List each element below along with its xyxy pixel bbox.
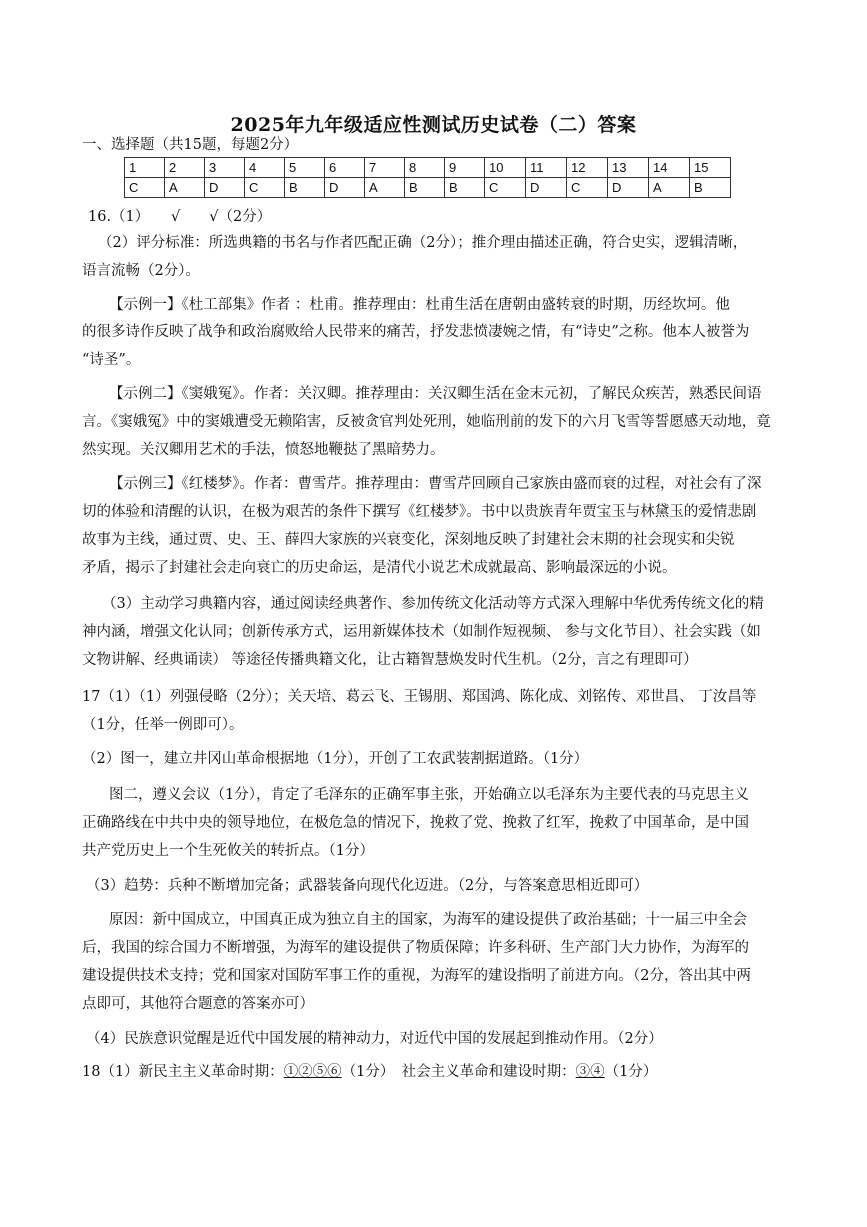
answer-cell: D — [526, 178, 567, 198]
q17-part2: （2）图一，建立井冈山革命根据地（1分），开创了工农武装割据道路。（1分） — [82, 751, 589, 767]
section1-heading: 一、选择题（共15题，每题2分） — [82, 137, 299, 153]
example1-line3: “诗圣”。 — [82, 352, 141, 368]
question-number: 5 — [285, 158, 325, 178]
question-number: 3 — [205, 158, 245, 178]
q16-part1: 16.（1） √ √（2分） — [88, 209, 272, 225]
q18-label-period2: （1分） 社会主义革命和建设时期： — [341, 1064, 576, 1080]
q18-answer-period1: ①②⑤⑥ — [283, 1064, 342, 1080]
answer-cell: B — [690, 178, 731, 198]
q17-part2b-line1: 图二，遵义会议（1分），肯定了毛泽东的正确军事主张，开始确立以毛泽东为主要代表的马克思主义 — [109, 787, 749, 803]
question-number: 9 — [445, 158, 485, 178]
q17-part3: （3）趋势：兵种不断增加完备；武器装备向现代化迈进。（2分，与答案意思相近即可） — [86, 878, 649, 894]
answer-table — [124, 157, 731, 198]
question-number: 7 — [365, 158, 405, 178]
answer-cell: C — [485, 178, 526, 198]
question-number: 1 — [125, 158, 165, 178]
q17-part1-line2: （1分，任举一例即可）。 — [82, 717, 244, 733]
q16-part3-line1: （3）主动学习典籍内容，通过阅读经典著作、参加传统文化活动等方式深入理解中华优秀传统文化的精 — [102, 596, 764, 612]
answer-cell: D — [608, 178, 649, 198]
q18-score: （1分） — [604, 1064, 658, 1080]
example2-line3: 然实现。关汉卿用艺术的手法，愤怒地鞭挞了黑暗势力。 — [82, 442, 445, 458]
q17-part3b-line1: 原因：新中国成立，中国真正成为独立自主的国家，为海军的建设提供了政治基础；十一届三中全会 — [109, 912, 747, 928]
answer-cell: A — [649, 178, 690, 198]
question-number: 8 — [405, 158, 445, 178]
answer-cell: A — [365, 178, 405, 198]
example3-line1: 【示例三】《红楼梦》。作者：曹雪芹。推荐理由：曹雪芹回顾自己家族由盛而衰的过程，对社会有了深 — [109, 476, 762, 492]
question-number: 6 — [325, 158, 365, 178]
question-number: 12 — [567, 158, 608, 178]
question-number: 13 — [608, 158, 649, 178]
q16-part3-line3: 文物讲解、经典诵读） 等途径传播典籍文化，让古籍智慧焕发时代生机。（2分，言之有理即可） — [82, 652, 698, 668]
q18-answer-period2: ③④ — [575, 1064, 605, 1080]
answer-cell: C — [245, 178, 285, 198]
question-number: 15 — [690, 158, 731, 178]
q17-part2b-line3: 共产党历史上一个生死攸关的转折点。（1分） — [82, 843, 374, 859]
question-number: 14 — [649, 158, 690, 178]
q18-label-period1: 18（1）新民主主义革命时期： — [82, 1064, 284, 1080]
q17-part4: （4）民族意识觉醒是近代中国发展的精神动力，对近代中国的发展起到推动作用。（2分） — [86, 1031, 663, 1047]
answer-cell: B — [285, 178, 325, 198]
q16-part2-line1: （2）评分标准：所选典籍的书名与作者匹配正确（2分）；推介理由描述正确，符合史实，逻辑清晰， — [98, 235, 748, 251]
question-number: 10 — [485, 158, 526, 178]
example1-line1: 【示例一】《杜工部集》作者 ：杜甫。推荐理由：杜甫生活在唐朝由盛转衰的时期，历经坎坷。他 — [109, 297, 730, 313]
answer-cell: B — [405, 178, 445, 198]
q17-part3b-line2: 后，我国的综合国力不断增强，为海军的建设提供了物质保障；许多科研、生产部门大力协作，为海军的 — [82, 940, 749, 956]
answer-cell: B — [445, 178, 485, 198]
answer-row — [125, 178, 731, 198]
q17-part3b-line4: 点即可，其他符合题意的答案亦可） — [82, 996, 314, 1012]
document-title: 2025年九年级适应性测试历史试卷（二）答案 — [230, 114, 637, 136]
question-number: 11 — [526, 158, 567, 178]
answer-cell: A — [165, 178, 205, 198]
example3-line2: 切的体验和清醒的认识，在极为艰苦的条件下撰写《红楼梦》。书中以贵族青年贾宝玉与林黛玉的爱情悲剧 — [82, 504, 757, 520]
answer-cell: D — [325, 178, 365, 198]
q16-part3-line2: 神内涵，增强文化认同；创新传承方式，运用新媒体技术（如制作短视频、 参与文化节目）、社会实践（如 — [82, 624, 761, 640]
q17-part2b-line2: 正确路线在中共中央的领导地位，在极危急的情况下，挽救了党、挽救了红军，挽救了中国革命，是中国 — [82, 815, 749, 831]
q18-part1 — [82, 1063, 657, 1081]
question-number-row — [125, 158, 731, 178]
question-number: 4 — [245, 158, 285, 178]
answer-cell: C — [567, 178, 608, 198]
answer-cell: D — [205, 178, 245, 198]
q17-part1-line1: 17（1）（1）列强侵略（2分）；关天培、葛云飞、王锡朋、郑国鸿、陈化成、刘铭传、邓世昌、 丁汝昌等 — [82, 689, 757, 705]
example2-line1: 【示例二】《窦娥冤》。作者：关汉卿。推荐理由：关汉卿生活在金末元初，了解民众疾苦，熟悉民间语 — [109, 386, 762, 402]
example1-line2: 的很多诗作反映了战争和政治腐败给人民带来的痛苦，抒发悲愤凄婉之情，有“诗史”之称。他本人被誉为 — [82, 324, 750, 340]
answer-cell: C — [125, 178, 165, 198]
example2-line2: 言。《窦娥冤》中的窦娥遭受无赖陷害，反被贪官判处死刑，她临刑前的发下的六月飞雪等誓愿感天动地，竟 — [82, 414, 771, 430]
question-number: 2 — [165, 158, 205, 178]
example3-line3: 故事为主线，通过贾、史、王、薛四大家族的兴衰变化，深刻地反映了封建社会末期的社会现实和尖锐 — [82, 532, 735, 548]
q16-part2-line2: 语言流畅（2分）。 — [82, 263, 200, 279]
example3-line4: 矛盾，揭示了封建社会走向衰亡的历史命运，是清代小说艺术成就最高、影响最深远的小说。 — [82, 560, 677, 576]
q17-part3b-line3: 建设提供技术支持；党和国家对国防军事工作的重视，为海军的建设指明了前进方向。（2分，答出其中两 — [82, 968, 751, 984]
